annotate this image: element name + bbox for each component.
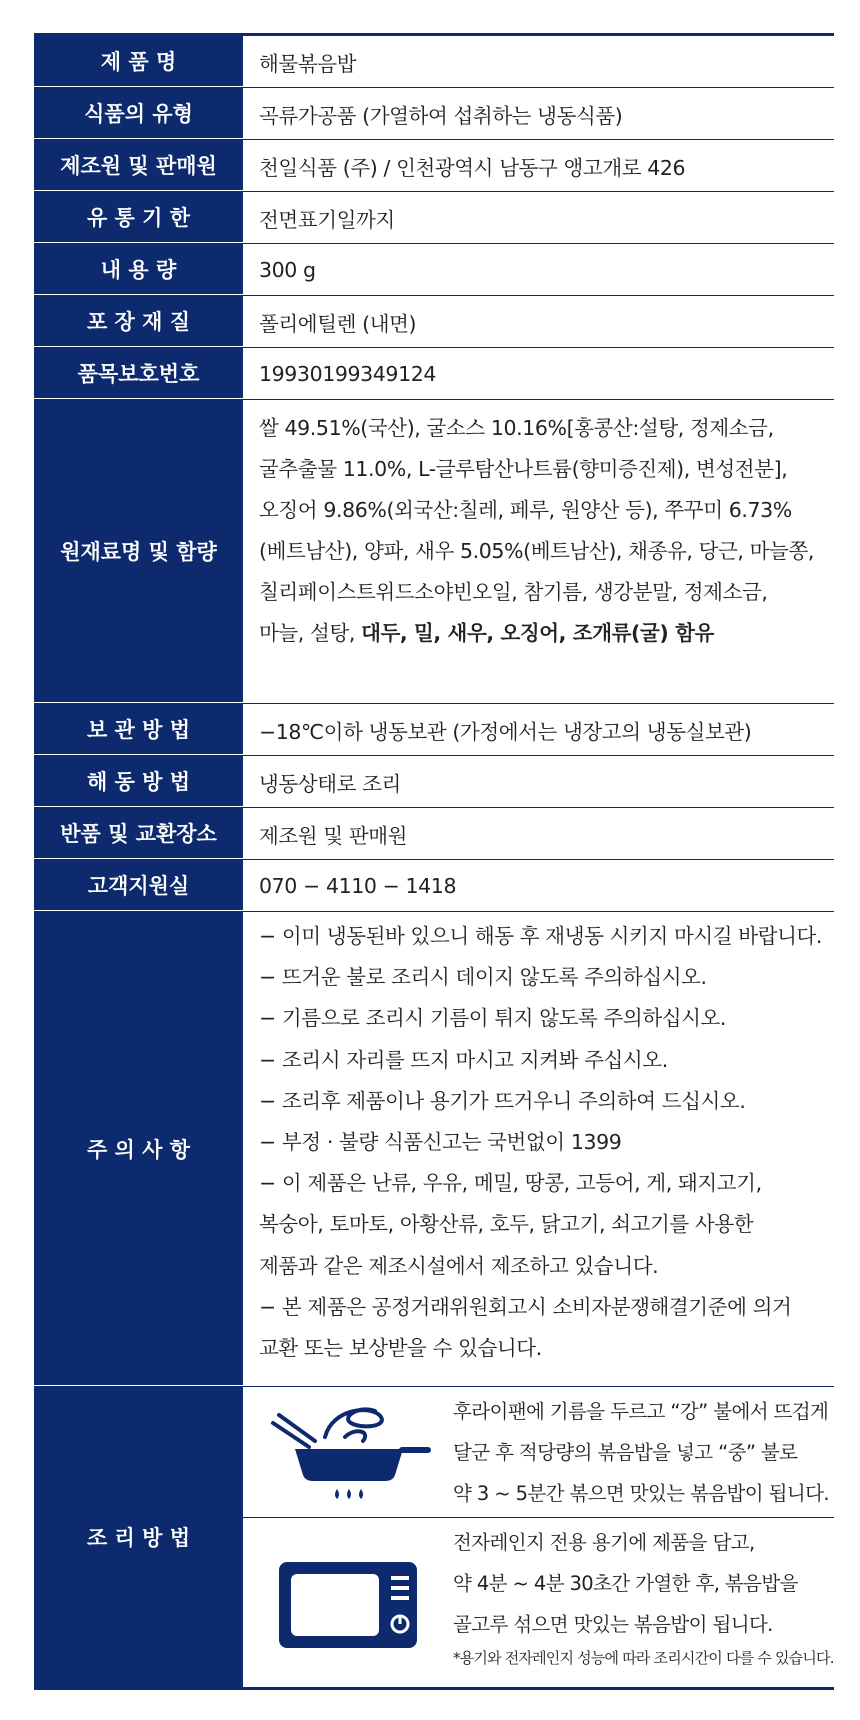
caution-line: − 조리시 자리를 뜨지 마시고 지켜봐 주십시오. xyxy=(259,1047,668,1072)
caution-line: − 기름으로 조리시 기름이 튀지 않도록 주의하십시오. xyxy=(259,1006,727,1031)
cooking-microwave xyxy=(243,1517,834,1687)
caution-line: − 부정 · 불량 식품신고는 국번없이 1399 xyxy=(259,1130,622,1155)
row-expiry xyxy=(34,192,834,244)
pan-line: 달군 후 적당량의 볶음밥을 넣고 “중” 불로 xyxy=(453,1441,798,1464)
ingredients-line-plain: 마늘, 설탕, xyxy=(259,621,362,645)
row-label: 주 의 사 항 xyxy=(34,912,243,1386)
row-value: 19930199349124 xyxy=(259,361,436,386)
row-label: 품목보호번호 xyxy=(34,348,243,399)
ingredients-line: 칠리페이스트위드소야빈오일, 참기름, 생강분말, 정제소금, xyxy=(259,580,768,604)
ingredients-line: (베트남산), 양파, 새우 5.05%(베트남산), 채종유, 당근, 마늘쫑, xyxy=(259,539,814,563)
row-food-type xyxy=(34,88,834,140)
row-value: 070 − 4110 − 1418 xyxy=(259,873,457,898)
row-label: 조 리 방 법 xyxy=(34,1387,243,1687)
row-net-weight xyxy=(34,244,834,296)
frying-pan-icon xyxy=(243,1387,453,1517)
allergen-notice: 대두, 밀, 새우, 오징어, 조개류(굴) 함유 xyxy=(361,621,714,645)
row-value: 천일식품 (주) / 인천광역시 남동구 앵고개로 426 xyxy=(259,155,686,180)
row-label: 포 장 재 질 xyxy=(34,296,243,347)
row-label: 내 용 량 xyxy=(34,244,243,295)
row-value: 해물볶음밥 xyxy=(259,51,357,76)
row-value: 냉동상태로 조리 xyxy=(259,771,401,796)
row-label: 유 통 기 한 xyxy=(34,192,243,243)
microwave-line: 전자레인지 전용 용기에 제품을 담고, xyxy=(453,1531,755,1554)
microwave-line: 골고루 섞으면 맛있는 볶음밥이 됩니다. xyxy=(453,1613,773,1636)
ingredients-text xyxy=(243,400,834,703)
row-report-number xyxy=(34,348,834,400)
row-value: 폴리에틸렌 (내면) xyxy=(259,311,417,336)
caution-line: − 본 제품은 공정거래위원회고시 소비자분쟁해결기준에 의거 xyxy=(259,1294,792,1319)
ingredients-line: 오징어 9.86%(외국산:칠레, 페루, 원양산 등), 쭈꾸미 6.73% xyxy=(259,498,792,522)
row-value: 전면표기일까지 xyxy=(259,207,395,232)
row-label: 제조원 및 판매원 xyxy=(34,140,243,191)
cooking-note: *용기와 전자레인지 성능에 따라 조리시간이 다를 수 있습니다. xyxy=(453,1649,834,1667)
row-value: 제조원 및 판매원 xyxy=(259,823,408,848)
pan-line: 약 3 ~ 5분간 볶으면 맛있는 볶음밥이 됩니다. xyxy=(453,1482,829,1505)
caution-line: 제품과 같은 제조시설에서 제조하고 있습니다. xyxy=(259,1253,659,1278)
caution-line: 복숭아, 토마토, 아황산류, 호두, 닭고기, 쇠고기를 사용한 xyxy=(259,1212,754,1237)
row-label: 제 품 명 xyxy=(34,36,243,87)
product-info-table xyxy=(34,33,834,1690)
row-label: 원재료명 및 함량 xyxy=(34,400,243,703)
row-label: 보 관 방 법 xyxy=(34,704,243,755)
row-label: 반품 및 교환장소 xyxy=(34,808,243,859)
row-value: 300 g xyxy=(259,257,316,282)
caution-line: 교환 또는 보상받을 수 있습니다. xyxy=(259,1336,542,1361)
caution-line: − 이 제품은 난류, 우유, 메밀, 땅콩, 고등어, 게, 돼지고기, xyxy=(259,1171,762,1196)
cooking-pan xyxy=(243,1387,834,1517)
row-product-name xyxy=(34,36,834,88)
caution-line: − 이미 냉동된바 있으니 해동 후 재냉동 시키지 마시길 바랍니다. xyxy=(259,924,823,948)
row-manufacturer xyxy=(34,140,834,192)
row-cautions xyxy=(34,912,834,1387)
row-label: 식품의 유형 xyxy=(34,88,243,139)
cooking-methods xyxy=(243,1387,834,1687)
row-value: −18℃이하 냉동보관 (가정에서는 냉장고의 냉동실보관) xyxy=(259,719,752,744)
ingredients-line: 굴추출물 11.0%, L-글루탐산나트륨(향미증진제), 변성전분], xyxy=(259,457,788,481)
row-ingredients xyxy=(34,400,834,704)
row-customer-support xyxy=(34,860,834,912)
pan-instructions xyxy=(453,1387,834,1517)
row-label: 고객지원실 xyxy=(34,860,243,911)
row-cooking xyxy=(34,1387,834,1687)
row-label: 해 동 방 법 xyxy=(34,756,243,807)
row-thawing xyxy=(34,756,834,808)
ingredients-line xyxy=(259,613,714,654)
caution-line: − 뜨거운 불로 조리시 데이지 않도록 주의하십시오. xyxy=(259,965,707,990)
caution-line: − 조리후 제품이나 용기가 뜨거우니 주의하여 드십시오. xyxy=(259,1088,746,1113)
microwave-instructions xyxy=(453,1518,834,1687)
row-value: 곡류가공품 (가열하여 섭취하는 냉동식품) xyxy=(259,103,623,128)
row-packaging xyxy=(34,296,834,348)
ingredients-line: 쌀 49.51%(국산), 굴소스 10.16%[홍콩산:설탕, 정제소금, xyxy=(259,416,774,440)
pan-line: 후라이팬에 기름을 두르고 “강” 불에서 뜨겁게 xyxy=(453,1400,829,1423)
microwave-line: 약 4분 ~ 4분 30초간 가열한 후, 볶음밥을 xyxy=(453,1572,798,1595)
microwave-icon xyxy=(243,1518,453,1687)
row-storage xyxy=(34,704,834,756)
row-returns xyxy=(34,808,834,860)
cautions-text xyxy=(243,912,834,1386)
